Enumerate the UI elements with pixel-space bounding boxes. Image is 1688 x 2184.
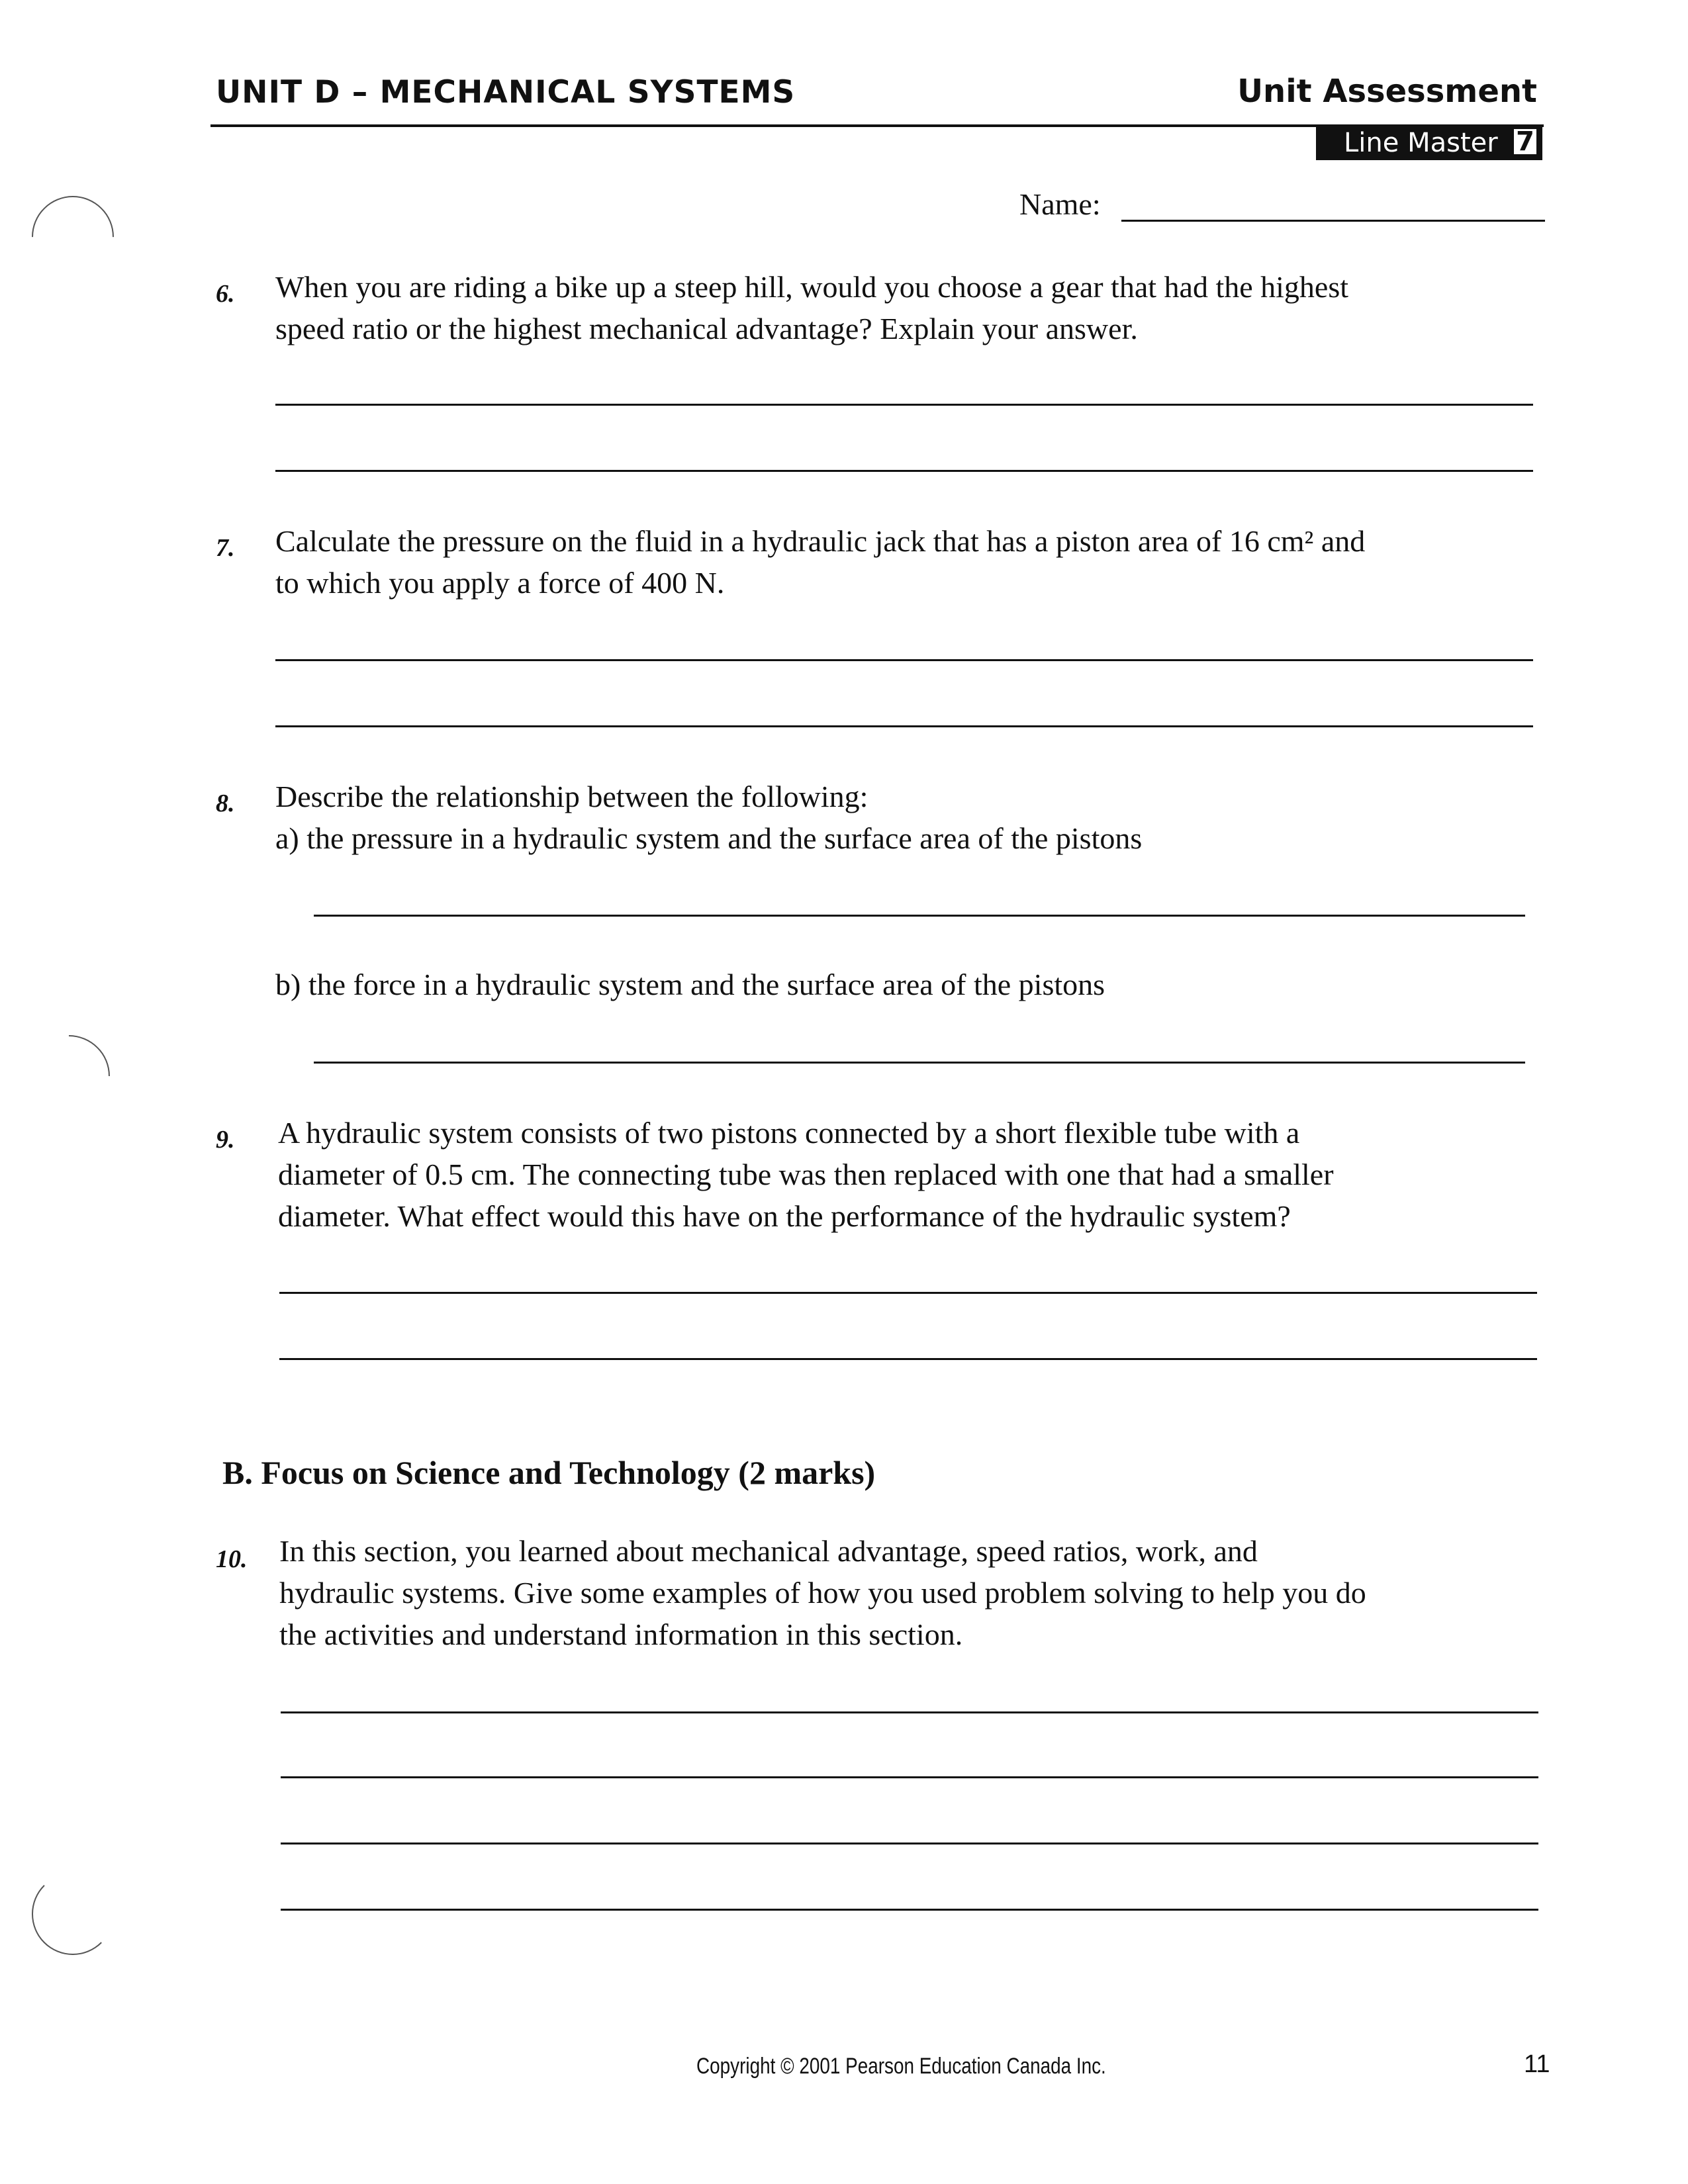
question-8-line-1: Describe the relationship between the following: <box>275 780 868 813</box>
question-8a-answer-line[interactable] <box>314 915 1525 917</box>
question-6-answer-line-1[interactable] <box>275 404 1533 406</box>
question-10-line-1: In this section, you learned about mechanical advantage, speed ratios, work, and <box>279 1534 1258 1568</box>
question-10-answer-line-1[interactable] <box>281 1711 1538 1713</box>
line-master-number: 7 <box>1512 127 1538 156</box>
assessment-label: Unit Assessment <box>1237 73 1537 110</box>
question-6-line-2: speed ratio or the highest mechanical advantage? Explain your answer. <box>275 312 1138 345</box>
question-10-line-3: the activities and understand information in this section. <box>279 1617 963 1651</box>
question-9-answer-line-1[interactable] <box>279 1292 1537 1294</box>
question-6-line-1: When you are riding a bike up a steep hill, would you choose a gear that had the highest <box>275 270 1349 304</box>
question-10-text <box>279 1530 1366 1655</box>
line-master-label: Line Master <box>1344 128 1498 158</box>
question-9-text <box>278 1112 1334 1237</box>
copyright-notice: Copyright © 2001 Pearson Education Canada Inc. <box>696 2054 1106 2079</box>
binder-hole-middle <box>11 1018 126 1134</box>
question-9-answer-line-2[interactable] <box>279 1358 1537 1360</box>
question-7-answer-line-1[interactable] <box>275 659 1533 661</box>
question-9-line-2: diameter of 0.5 cm. The connecting tube was then replaced with one that had a smaller <box>278 1158 1334 1191</box>
binder-hole-top <box>15 179 130 295</box>
question-9-line-1: A hydraulic system consists of two pistons connected by a short flexible tube with a <box>278 1116 1300 1150</box>
unit-title: UNIT D – MECHANICAL SYSTEMS <box>216 74 796 111</box>
question-8-number: 8. <box>216 790 235 817</box>
line-master-badge <box>1316 126 1542 160</box>
name-field[interactable] <box>1121 220 1545 222</box>
question-10-line-2: hydraulic systems. Give some examples of how you used problem solving to help you do <box>279 1576 1366 1610</box>
question-8b-text: b) the force in a hydraulic system and the surface area of the pistons <box>275 968 1105 1001</box>
question-9-line-3: diameter. What effect would this have on the performance of the hydraulic system? <box>278 1199 1291 1233</box>
question-9-number: 9. <box>216 1126 235 1154</box>
question-10-answer-line-2[interactable] <box>281 1776 1538 1778</box>
question-6-answer-line-2[interactable] <box>275 470 1533 472</box>
question-6-number: 6. <box>216 280 235 308</box>
name-label: Name: <box>1019 187 1101 221</box>
question-8b-answer-line[interactable] <box>314 1062 1525 1064</box>
page-number: 11 <box>1524 2050 1550 2078</box>
question-7-number: 7. <box>216 534 235 562</box>
question-7-text <box>275 520 1365 604</box>
section-b-title: B. Focus on Science and Technology (2 marks) <box>222 1454 876 1491</box>
question-10-answer-line-3[interactable] <box>281 1843 1538 1844</box>
binder-hole-bottom <box>32 1873 114 1955</box>
question-7-line-1: Calculate the pressure on the fluid in a hydraulic jack that has a piston area of 16 cm² and <box>275 524 1366 558</box>
question-8-line-2: a) the pressure in a hydraulic system and the surface area of the pistons <box>275 821 1143 855</box>
question-6-text <box>275 266 1348 349</box>
question-7-answer-line-2[interactable] <box>275 725 1533 727</box>
question-10-number: 10. <box>216 1545 248 1573</box>
question-10-answer-line-4[interactable] <box>281 1909 1538 1911</box>
question-7-line-2: to which you apply a force of 400 N. <box>275 566 725 600</box>
question-8-text <box>275 776 1142 859</box>
